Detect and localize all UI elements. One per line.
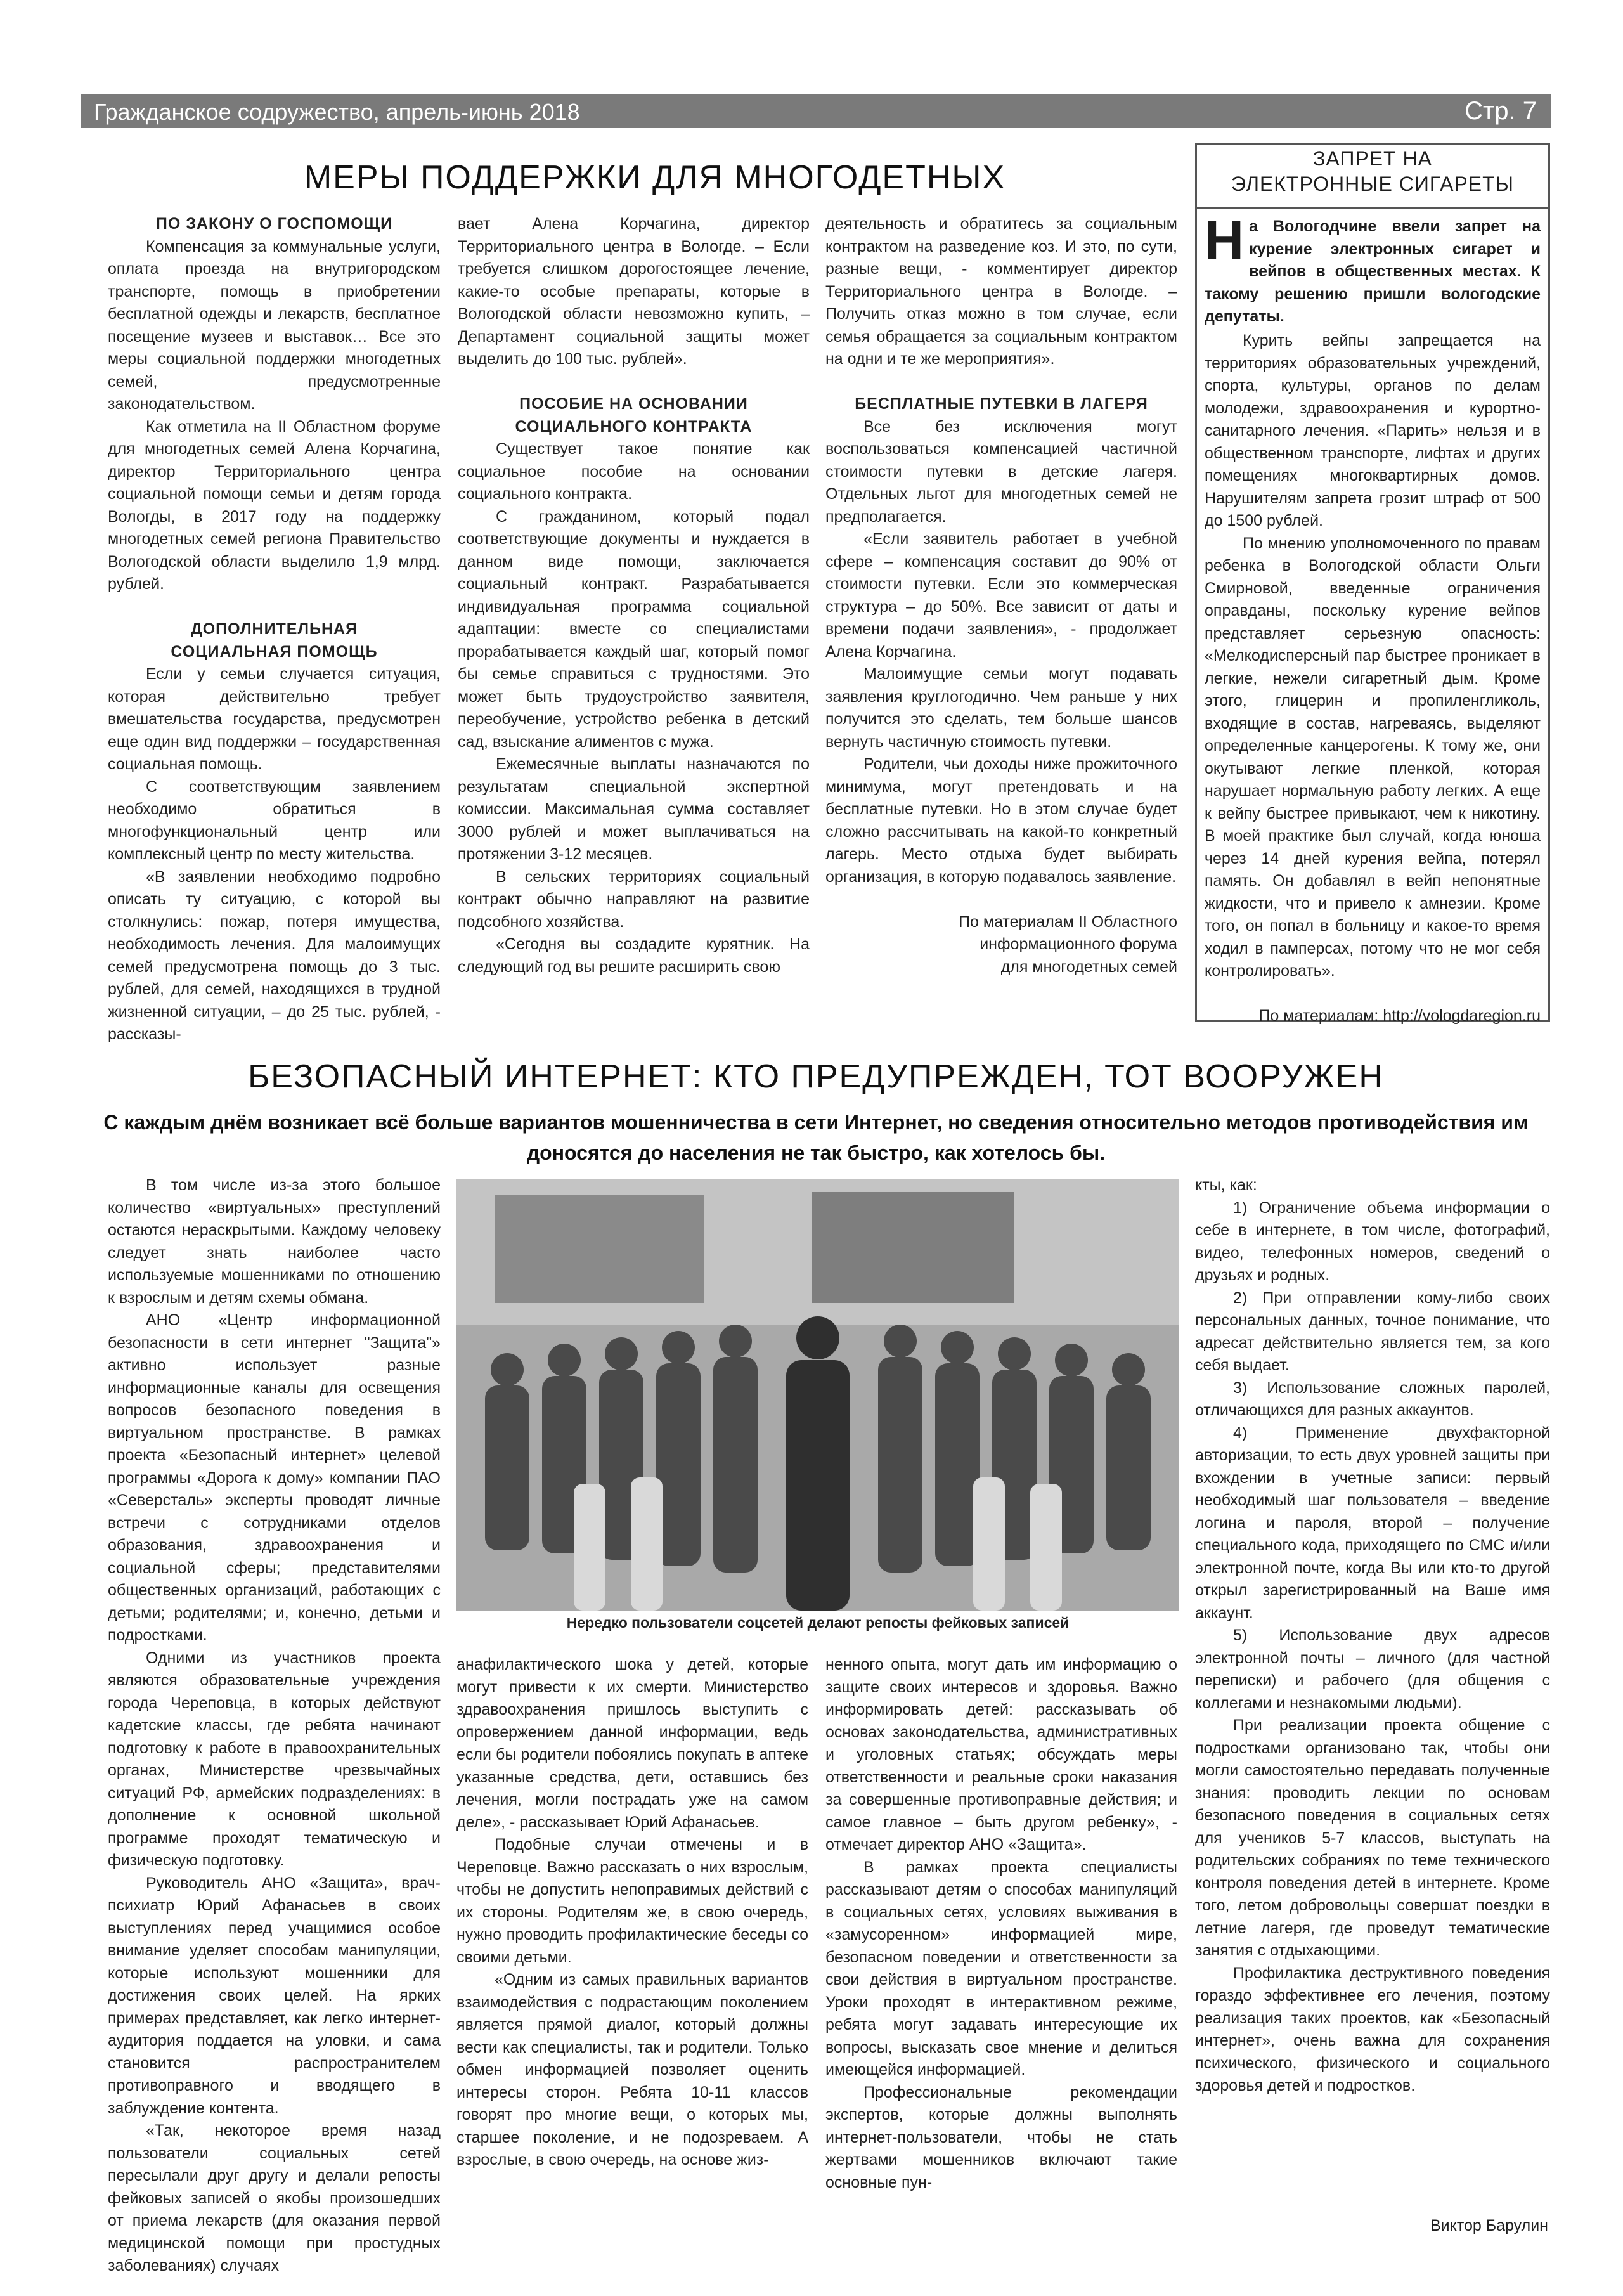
subheading: ПО ЗАКОНУ О ГОСПОМОЩИ — [155, 215, 393, 233]
subheading: СОЦИАЛЬНАЯ ПОМОЩЬ — [171, 642, 378, 661]
sidebar-lead-text: а Вологодчине ввели запрет на курение электронных сигарет и вейпов в общественных местах. К такому решению пришли вологодские депутаты. — [1205, 217, 1541, 325]
paragraph: Родители, чьи доходы ниже прожиточного минимума, могут претендовать и на бесплатные путевки. Но в этом случае будет сложно рассчитывать на какой-то конкретный лагерь. Место отдыха будет выбирать организация, в которую подавалось заявление. — [825, 755, 1177, 886]
paragraph: Если у семьи случается ситуация, которая действительно требует вмешательства государства, предусмотрен еще один вид поддержки – государственная социальная помощь. — [108, 665, 441, 773]
paragraph: Одними из участников проекта являются образовательные учреждения города Череповца, в которых действуют кадетские классы, где ребята начинают подготовку к работе в правоохранительных органах, Министерстве чрезвычайных ситуаций РФ, армейских подразделениях: в дополнение к основной школьной программе проходят тематическую и физическую подготовку. — [108, 1649, 441, 1869]
paragraph: Существует такое понятие как социальное пособие на основании социального контракта. — [458, 440, 810, 503]
paragraph: Малоимущие семьи могут подавать заявления круглогодично. Чем раньше у них получится это сделать, тем больше шансов вернуть частичную стоимость путевки. — [825, 665, 1177, 751]
photo-illustration — [456, 1179, 1179, 1611]
sidebar-body — [1205, 330, 1541, 1028]
paragraph: АНО «Центр информационной безопасности в сети интернет "Защита"» активно использует разные информационные каналы для освещения вопросов безопасного поведения в виртуальном пространстве. В рамках проекта «Безопасный интернет» целевой программы «Дорога к дому» компании ПАО «Северсталь» эксперты проводят личные встречи с сотрудниками отделов образования, здравоохранения и социальной сферы; представителями общественных организаций, работающих с детьми; родителями; и, конечно, детьми и подростками. — [108, 1311, 441, 1644]
paragraph: деятельность и обратитесь за социальным контрактом на разведение коз. И это, по сути, разные вещи, - комментирует директор Территориального центра в Вологде. – Получить отказ можно в том случае, если семья обращается за социальным контрактом на одни и те же мероприятия». — [825, 215, 1177, 368]
subheading: БЕСПЛАТНЫЕ ПУТЕВКИ В ЛАГЕРЯ — [855, 395, 1148, 413]
sidebar-headline — [1189, 146, 1556, 197]
sidebar-rule — [1195, 207, 1550, 209]
paragraph: В том числе из-за этого большое количество «виртуальных» преступлений остаются нераскрытыми. Каждому человеку следует знать наиболее часто используемые мошенниками по отношению к взрослым и детям схемы обмана. — [108, 1176, 441, 1307]
paragraph: Как отметила на II Областном форуме для многодетных семей Алена Корчагина, директор Территориального центра социальной помощи семьи и детям города Вологды, в 2017 году на поддержку многодетных семей региона Правительство Вологодской области выделило 1,9 млрд. рублей. — [108, 417, 441, 593]
paragraph: «Так, некоторое время назад пользователи социальных сетей пересылали друг другу и делали репосты фейковых записей о якобы произошедших от приема лекарств (для оказания первой медицинской помощи при простудных заболеваниях) случаях — [108, 2122, 441, 2274]
newspaper-title: Гражданское содружество, апрель-июнь 2018 — [94, 99, 580, 125]
paragraph: Компенсация за коммунальные услуги, оплата проезда на внутригородском транспорте, помощь в приобретении бесплатной одежды и лекарств, бесплатное посещение музеев и выставок… Все это меры социальной поддержки многодетных семей, предусмотренные законодательством. — [108, 237, 441, 413]
paragraph: ненного опыта, могут дать им информацию о защите своих интересов и здоровья. Важно информировать детей: рассказывать об основах законодательства, административных и уголовных статьях; обсуждать меры ответственности и реальные сроки наказания за совершенные противоправные действия; и самое главное – быть другом ребенку», - отмечает директор АНО «Защита». — [825, 1656, 1177, 1853]
photo-caption: Нередко пользователи соцсетей делают репосты фейковых записей — [566, 1614, 1070, 1631]
paragraph: С гражданином, который подал соответствующие документы и нуждается в данном виде помощи, заключается социальный контракт. Разрабатывается индивидуальная программа социальной адаптации: вместе со специалистами прорабатывается каждый шаг, который помог бы семье справиться с трудностями. Это может быть трудоустройство заявителя, переобучение, устройство ребенка в детский сад, взыскание алиментов с мужа. — [458, 507, 810, 751]
paragraph: 1) Ограничение объема информации о себе в интернете, в том числе, фотографий, видео, телефонных номеров, сведений о друзьях и родных. — [1195, 1198, 1550, 1284]
paragraph: В рамках проекта специалисты рассказывают детям о способах манипуляций в социальных сетях, условиях выживания в «замусоренном» информацией мире, безопасном поведении и ответственности за свои действия в виртуальном пространстве. Уроки проходят в интерактивном режиме, ребята могут задавать интересующие их вопросы, высказать свое мнение и делиться имеющейся информацией. — [825, 1858, 1177, 2079]
article2-column-3 — [825, 1654, 1177, 2194]
paragraph: Курить вейпы запрещается на территориях образовательных учреждений, спорта, культуры, органов по делам молодежи, здравоохранения и курортно-санитарного лечения. «Парить» нельзя и в общественном транспорте, лифтах и других помещениях многоквартирных домов. Нарушителям запрета грозит штраф от 500 до 1500 рублей. — [1205, 332, 1541, 529]
article-author: Виктор Барулин — [1430, 2217, 1548, 2234]
sidebar-headline-line2: ЭЛЕКТРОННЫЕ СИГАРЕТЫ — [1231, 172, 1514, 195]
paragraph: анафилактического шока у детей, которые могут привести к их смерти. Министерство здравоохранения пришлось выступить с опровержением данной информации, ведь если бы родители побоялись покупать в аптеке указанные средства, дети, оставшись без лечения, могли пострадать уже на самом деле», - рассказывает Юрий Афанасьев. — [456, 1656, 808, 1831]
paragraph: Руководитель АНО «Защита», врач-психиатр Юрий Афанасьев в своих выступлениях перед учащимися особое внимание уделяет способам манипуляции, которые используют мошенники для достижения своих целей. На ярких примерах представляет, как легко интернет-аудитория поддается на уловки, и сама становится распространителем противоправного и вводящего в заблуждение контента. — [108, 1874, 441, 2117]
article-headline-safe-internet: БЕЗОПАСНЫЙ ИНТЕРНЕТ: КТО ПРЕДУПРЕЖДЕН, ТОТ ВООРУЖЕН — [248, 1058, 1384, 1095]
drop-cap: Н — [1205, 210, 1245, 271]
subheading: ПОСОБИЕ НА ОСНОВАНИИ — [519, 395, 748, 413]
sidebar-lead — [1205, 210, 1541, 328]
article1-column-1 — [108, 213, 441, 1046]
article2-column-1 — [108, 1174, 441, 2278]
paragraph: Профессиональные рекомендации экспертов, которые должны выполнять интернет-пользователи, чтобы не стать жертвами мошенников включают такие основные пун- — [825, 2083, 1177, 2191]
paragraph: Все без исключения могут воспользоваться компенсацией частичной стоимости путевки в детские лагеря. Отдельных льгот для многодетных семей не предполагается. — [825, 417, 1177, 526]
article2-column-2 — [456, 1654, 808, 2172]
sidebar-headline-line1: ЗАПРЕТ НА — [1313, 147, 1432, 170]
paragraph: В сельских территориях социальный контракт обычно направляют на развитие подсобного хозяйства. — [458, 867, 810, 931]
paragraph: «Одним из самых правильных вариантов взаимодействия с подрастающим поколением является прямой диалог, который должны вести как специалисты, так и родители. Только обмен информацией позволяет оценить интересы сторон. Ребята 10-11 классов говорят про многие вещи, о которых мы, старшее поколение, и не подозреваем. А взрослые, в свою очередь, на основе жиз- — [456, 1971, 808, 2169]
paragraph: «В заявлении необходимо подробно описать ту ситуацию, с которой вы столкнулись: пожар, потеря имущества, необходимость лечения. Для малоимущих семей предусмотрена помощь до 3 тыс. рублей, для семей, находящихся в трудной жизненной ситуации, – до 25 тыс. рублей, - рассказы- — [108, 867, 441, 1043]
paragraph: 4) Применение двухфакторной авторизации, то есть двух уровней защиты при вхождении в учетные записи: первый необходимый шаг пользователя – введение логина и пароля, второй – получение специального кода, приходящего по СМС и/или электронной почте, когда Вы или кто-то другой открыл зарегистрированный на Ваше имя аккаунт. — [1195, 1424, 1550, 1622]
article2-column-4 — [1195, 1174, 1550, 2098]
paragraph: 3) Использование сложных паролей, отличающихся для разных аккаунтов. — [1195, 1378, 1550, 1419]
paragraph: По мнению уполномоченного по правам ребенка в Вологодской области Ольги Смирновой, введенные ограничения оправданы, поскольку курение вейпов представляет серьезную опасность: «Мелкодисперсный пар быстрее проникает в легкие, нежели сигаретный дым. Кроме этого, глицерин и пропиленгликоль, входящие в состав, нагреваясь, выделяют определенные канцерогены. К тому же, они окутывают легкие пленкой, которая нарушает нормальную работу легких. А еще к вейпу быстрее привыкают, чем к никотину. В моей практике был случай, когда юноша через 14 дней курения вейпа, потерял память. Он добавлял в вейп непонятные жидкости, что и привело к амнезии. Кроме того, он попал в больницу и какое-то время ходил в памперсах, потому что не мог себя контролировать». — [1205, 534, 1541, 980]
spacer — [1205, 983, 1541, 1006]
article1-column-2 — [458, 213, 810, 978]
source-credit: информационного форума — [980, 935, 1177, 953]
article-headline-large-families: МЕРЫ ПОДДЕРЖКИ ДЛЯ МНОГОДЕТНЫХ — [304, 159, 1006, 196]
paragraph: 5) Использование двух адресов электронной почты – личного (для частной переписки) и рабочего (для общения с коллегами и незнакомыми людьми). — [1195, 1626, 1550, 1712]
subheading: ДОПОЛНИТЕЛЬНАЯ — [190, 620, 358, 638]
paragraph: Ежемесячные выплаты назначаются по результатам специальной экспертной комиссии. Максимальная сумма составляет 3000 рублей и может выплачиваться на протяжении 3-12 месяцев. — [458, 755, 810, 863]
page-number: Стр. 7 — [1465, 97, 1537, 125]
article-deck: С каждым днём возникает всё больше вариантов мошенничества в сети Интернет, но сведения относительно методов противодействия им доносятся до населения не так быстро, как хотелось бы. — [103, 1111, 1529, 1164]
paragraph: «Если заявитель работает в учебной сфере – компенсация составит до 90% от стоимости путевки. Если это коммерческая структура – до 50%. Все зависит от даты и времени подачи заявления», - продолжает Алена Корчагина. — [825, 530, 1177, 661]
source-credit: для многодетных семей — [1000, 957, 1177, 976]
spacer — [825, 371, 1177, 394]
source-credit: По материалам II Областного — [959, 912, 1177, 931]
spacer — [458, 371, 810, 394]
photo-cadets-group — [456, 1179, 1179, 1611]
paragraph: «Сегодня вы создадите курятник. На следующий год вы решите расширить свою — [458, 935, 810, 976]
article1-column-3 — [825, 213, 1177, 978]
paragraph: Профилактика деструктивного поведения гораздо эффективнее его лечения, поэтому реализация таких проектов, как «Безопасный интернет», очень важна для сохранения психического, физического и социального здоровья детей и подростков. — [1195, 1964, 1550, 2094]
paragraph: Подобные случаи отмечены и в Череповце. Важно рассказать о них взрослым, чтобы не допустить непоправимых действий с их стороны. Родителям же, в свою очередь, нужно проводить профилактические беседы со своими детьми. — [456, 1836, 808, 1966]
paragraph: 2) При отправлении кому-либо своих персональных данных, точное понимание, что адресат действительно является тем, за кого себя выдает. — [1195, 1288, 1550, 1374]
paragraph: При реализации проекта общение с подростками организовано так, чтобы они могли самостоятельно передавать полученные знания: проводить лекции по основам безопасного поведения в социальных сетях для учеников 5-7 классов, выступать на родительских собраниях по теме технического контроля поведения детей в интернете. Кроме того, летом добровольцы совершат поездки в летние лагеря, где проведут тематические занятия с отдыхающими. — [1195, 1716, 1550, 1959]
paragraph: С соответствующим заявлением необходимо обратиться в многофункциональный центр или комплексный центр по месту жительства. — [108, 777, 441, 863]
subheading: СОЦИАЛЬНОГО КОНТРАКТА — [515, 417, 753, 436]
paragraph: кты, как: — [1195, 1176, 1257, 1194]
spacer — [825, 888, 1177, 911]
source-credit: По материалам: http://vologdaregion.ru — [1258, 1007, 1541, 1025]
paragraph: вает Алена Корчагина, директор Территориального центра в Вологде. – Если требуется слишком дорогостоящее лечение, какие-то особые препараты, которые в Вологодской области невозможно купить, – Департамент социальной защиты может выделить до 100 тыс. рублей». — [458, 215, 810, 368]
spacer — [108, 596, 441, 619]
masthead-bar — [81, 94, 1551, 128]
